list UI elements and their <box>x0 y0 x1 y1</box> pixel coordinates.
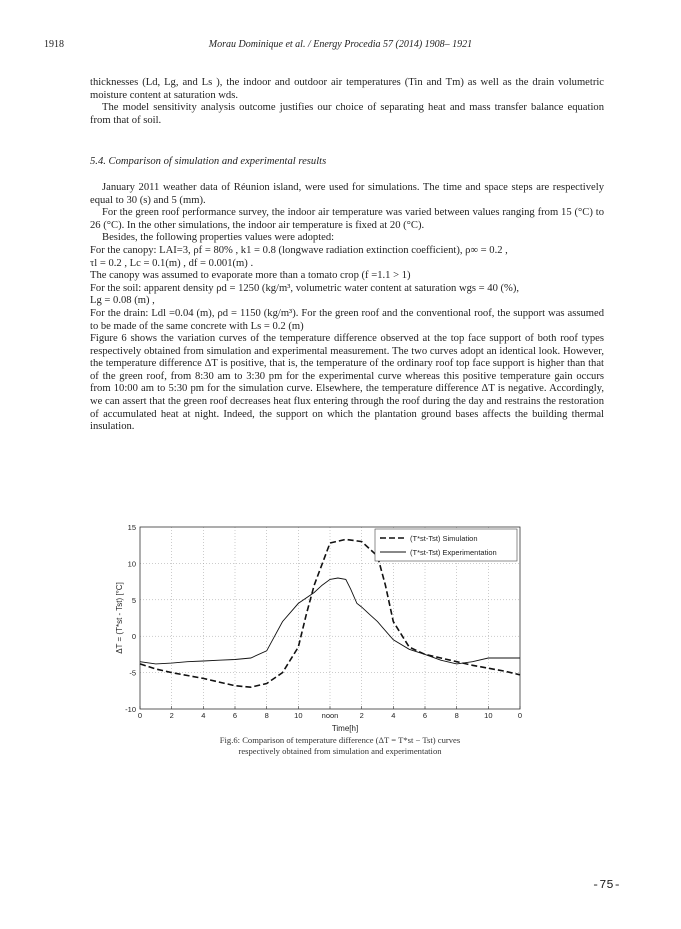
article-body <box>90 77 604 434</box>
y-tick-label: -10 <box>125 705 136 714</box>
legend-label-simulation: (T*st-Tst) Simulation <box>410 534 478 543</box>
section-title: 5.4. Comparison of simulation and experimental results <box>90 156 327 168</box>
figure-caption <box>170 735 510 757</box>
paragraph-properties-intro: Besides, the following properties values were adopted: <box>102 232 335 244</box>
x-tick-label: 6 <box>232 711 238 720</box>
x-tick-label: 8 <box>454 711 459 720</box>
paragraph-thicknesses: thicknesses (Ld, Lg, and Ls ), the indoor and outdoor air temperatures (Tin and Tm) as well as the drain volumetric moisture content at saturation wds. <box>90 77 604 101</box>
x-tick-label: 10 <box>484 711 493 720</box>
figure-caption-line-1: Fig.6: Comparison of temperature difference (ΔT = T*st − Tst) curves <box>219 735 461 745</box>
paragraph-canopy-params: τl = 0.2 , Lc = 0.1(m) , df = 0.001(m) . <box>90 257 254 269</box>
y-tick-label: 0 <box>131 632 136 642</box>
page-footer: -75- <box>592 878 621 892</box>
y-tick-label: 5 <box>131 595 136 605</box>
temperature-difference-chart <box>110 519 530 734</box>
paragraph-soil-params: Lg = 0.08 (m) , <box>90 295 155 307</box>
x-tick-label: 8 <box>264 711 269 720</box>
x-tick-label: 4 <box>201 711 206 720</box>
paragraph-weather-data: January 2011 weather data of Réunion island, were used for simulations. The time and space steps are respectively equal to 30 (s) and 5 (mm). <box>90 181 604 206</box>
x-tick-label: 0 <box>137 711 143 720</box>
y-tick-label: 10 <box>127 559 136 569</box>
x-tick-label: noon <box>321 711 339 720</box>
paragraph-sensitivity: The model sensitivity analysis outcome justifies our choice of separating heat and mass transfer balance equation from that of soil. <box>90 102 604 126</box>
legend-label-experimentation: (T*st-Tst) Experimentation <box>410 548 497 557</box>
paragraph-figure-discussion: Figure 6 shows the variation curves of the temperature difference observed at the top face support of both roof types respectively obtained from simulation and experimental measurement. The two curves adopt an identical look. However, the temperature difference ΔT is positive, that is, the temperature of the ordinary roof top face support is higher than that of the green roof, from 8:30 am to 3:30 pm for the experimental curve whereas this positive temperature gain occurs from 10:00 am to 5:30 pm for the simulation curve. Elsewhere, the temperature difference ΔT is negative. Accordingly, we can assert that the green roof decreases heat flux entering through the roof during the day and restrains the restoration of accumulated heat at night. Indeed, the support on which the plantation ground bases affects the building thermal insulation. <box>90 333 604 433</box>
chart-legend <box>375 529 517 561</box>
y-tick-label: 15 <box>127 523 136 532</box>
x-tick-label: 4 <box>391 711 396 720</box>
paragraph-canopy: For the canopy: LAI=3, ρf = 80% , k1 = 0.8 (longwave radiation extinction coefficient), ρ∞ = 0.2 , <box>90 244 508 256</box>
x-axis-ticks <box>138 706 522 720</box>
page-number: 1918 <box>44 39 64 50</box>
paragraph-canopy-evaporation: The canopy was assumed to evaporate more than a tomato crop (f =1.1 > 1) <box>90 270 411 282</box>
x-tick-label: 10 <box>294 711 303 720</box>
x-axis-label: Time[h] <box>331 724 359 733</box>
y-axis-label: ΔT = (T*st - Tst) [°C] <box>115 582 124 654</box>
x-tick-label: 6 <box>422 711 428 720</box>
paragraph-soil: For the soil: apparent density ρd = 1250 (kg/m³, volumetric water content at saturation wgs = 40 (%), <box>90 282 520 294</box>
paragraph-drain: For the drain: Ldl =0.04 (m), ρd = 1150 (kg/m³). For the green roof and the conventional roof, the support was assumed to be made of the same concrete with Ls = 0.2 (m) <box>90 307 604 332</box>
journal-citation: Morau Dominique et al. / Energy Procedia 57 (2014) 1908– 1921 <box>208 39 473 50</box>
paragraph-indoor-temperature: For the green roof performance survey, the indoor air temperature was varied between values ranging from 15 (°C) to 26 (°C). In the other simulations, the indoor air temperature is fixed at 20 (°C). <box>90 207 604 231</box>
figure-caption-line-2: respectively obtained from simulation and experimentation <box>238 746 442 756</box>
x-tick-label: 2 <box>359 711 364 720</box>
y-tick-label: -5 <box>129 668 136 678</box>
y-axis-ticks <box>125 523 136 714</box>
x-tick-label: 0 <box>517 711 523 720</box>
x-tick-label: 2 <box>169 711 174 720</box>
